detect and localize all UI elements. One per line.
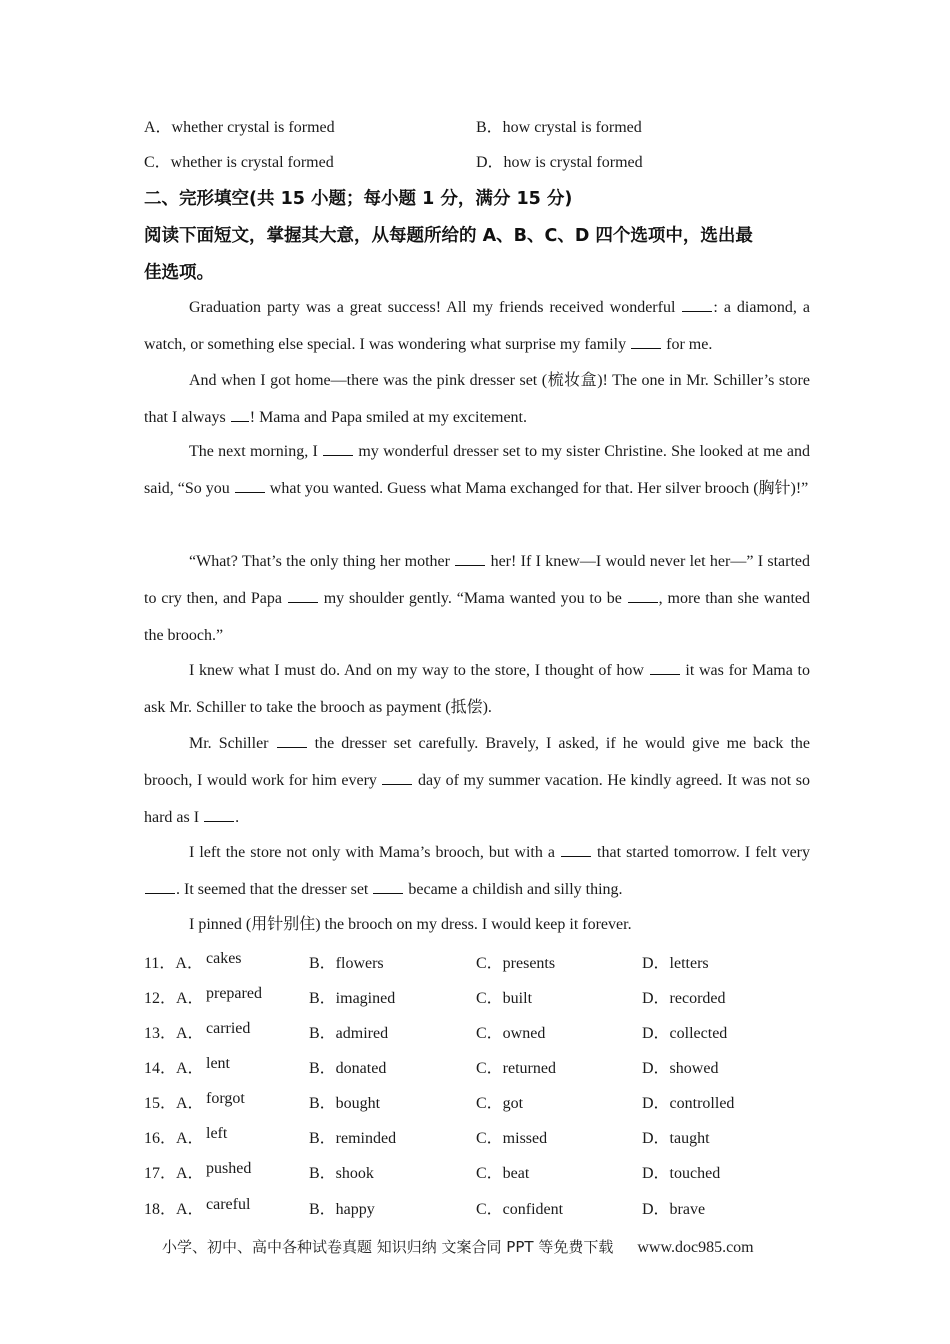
passage-paragraph-8: I pinned (用针别住) the brooch on my dress. I would keep it forever. <box>189 916 632 933</box>
instruction-line-2: 佳选项。 <box>144 263 214 283</box>
question-row <box>144 1020 844 1042</box>
question-number: 12．A． <box>144 990 204 1007</box>
blank-17 <box>288 589 318 603</box>
blank-13 <box>231 408 249 422</box>
option-b: B．how crystal is formed <box>476 119 642 136</box>
choice-c: C．missed <box>476 1130 548 1147</box>
choice-d: D．controlled <box>642 1095 735 1112</box>
choice-a: careful <box>206 1196 251 1213</box>
choice-c: C．returned <box>476 1060 556 1077</box>
passage-paragraph-1: Graduation party was a great success! All my friends received wonderful : a diamond, a watch, or something else special. I was wondering what surprise my family for me. <box>144 299 811 353</box>
choice-d: D．showed <box>642 1060 719 1077</box>
choice-a: lent <box>206 1055 230 1072</box>
choice-b: B．shook <box>309 1165 374 1182</box>
blank-19 <box>650 661 680 675</box>
blank-14 <box>323 442 353 456</box>
choice-a: carried <box>206 1020 251 1037</box>
choice-b: B．reminded <box>309 1130 397 1147</box>
passage-paragraph-3: The next morning, I my wonderful dresser set to my sister Christine. She looked at me and said, “So you what you wanted. Guess what Mama exchanged for that. Her silver brooch (胸针)!” <box>144 443 811 497</box>
question-number: 17．A． <box>144 1165 204 1182</box>
question-number: 18．A． <box>144 1201 204 1218</box>
question-number: 11．A． <box>144 955 203 972</box>
passage-paragraph-6: Mr. Schiller the dresser set carefully. Bravely, I asked, if he would give me back the brooch, I would work for him every day of my summer vacation. He kindly agreed. It was not so hard as I . <box>144 735 811 826</box>
blank-25 <box>373 880 403 894</box>
page-footer <box>162 1236 754 1257</box>
passage-paragraph-2: And when I got home—there was the pink dresser set (梳妆盒)! The one in Mr. Schiller’s store that I always ! Mama and Papa smiled at my excitement. <box>144 372 810 426</box>
choice-b: B．admired <box>309 1025 389 1042</box>
blank-24 <box>145 880 175 894</box>
choice-c: C．confident <box>476 1201 564 1218</box>
choice-d: D．collected <box>642 1025 728 1042</box>
blank-23 <box>561 843 591 857</box>
choice-d: D．recorded <box>642 990 726 1007</box>
blank-22 <box>204 808 234 822</box>
choice-b: B．flowers <box>309 955 384 972</box>
question-number: 16．A． <box>144 1130 204 1147</box>
choice-a: prepared <box>206 985 262 1002</box>
choice-d: D．taught <box>642 1130 710 1147</box>
option-d: D．how is crystal formed <box>476 154 643 171</box>
blank-16 <box>455 552 485 566</box>
choice-d: D．touched <box>642 1165 721 1182</box>
choice-c: C．presents <box>476 955 556 972</box>
choice-a: pushed <box>206 1160 252 1177</box>
option-c: C．whether is crystal formed <box>144 154 334 171</box>
choice-b: B．donated <box>309 1060 387 1077</box>
choice-c: C．owned <box>476 1025 546 1042</box>
blank-11 <box>682 298 712 312</box>
question-row <box>144 1160 844 1182</box>
blank-20 <box>277 734 307 748</box>
passage-paragraph-4: “What? That’s the only thing her mother her! If I knew—I would never let her—” I started to cry then, and Papa my shoulder gently. “Mama wanted you to be , more than she wanted the brooch.” <box>144 553 810 644</box>
footer-website-link[interactable]: www.doc985.com <box>637 1239 754 1256</box>
question-number: 13．A． <box>144 1025 204 1042</box>
question-number: 15．A． <box>144 1095 204 1112</box>
question-row <box>144 950 844 972</box>
question-number: 14．A． <box>144 1060 204 1077</box>
choice-c: C．got <box>476 1095 524 1112</box>
blank-12 <box>631 335 661 349</box>
option-a: A．whether crystal is formed <box>144 119 335 136</box>
blank-21 <box>382 771 412 785</box>
choice-a: left <box>206 1125 228 1142</box>
choice-b: B．happy <box>309 1201 375 1218</box>
choice-d: D．letters <box>642 955 709 972</box>
question-row <box>144 1125 844 1147</box>
passage-paragraph-7: I left the store not only with Mama’s brooch, but with a that started tomorrow. I felt very . It seemed that the dresser set became a childish and silly thing. <box>144 834 810 908</box>
question-row <box>144 985 844 1007</box>
question-row <box>144 1055 844 1077</box>
choice-b: B．bought <box>309 1095 381 1112</box>
question-row <box>144 1090 844 1112</box>
blank-15 <box>235 479 265 493</box>
choice-a: cakes <box>206 950 242 967</box>
choice-c: C．built <box>476 990 533 1007</box>
question-row <box>144 1196 844 1218</box>
choice-a: forgot <box>206 1090 245 1107</box>
choice-b: B．imagined <box>309 990 396 1007</box>
blank-18 <box>628 589 658 603</box>
footer-text: 小学、初中、高中各种试卷真题 知识归纳 文案合同 PPT 等免费下载 <box>162 1238 614 1256</box>
choice-d: D．brave <box>642 1201 706 1218</box>
passage-paragraph-5: I knew what I must do. And on my way to the store, I thought of how it was for Mama to ask Mr. Schiller to take the brooch as payment (抵偿). <box>144 662 811 716</box>
instruction-line-1: 阅读下面短文，掌握其大意，从每题所给的 A、B、C、D 四个选项中，选出最 <box>144 226 753 246</box>
section-title: 二、完形填空(共 15 小题；每小题 1 分，满分 15 分) <box>144 189 573 209</box>
choice-c: C．beat <box>476 1165 530 1182</box>
